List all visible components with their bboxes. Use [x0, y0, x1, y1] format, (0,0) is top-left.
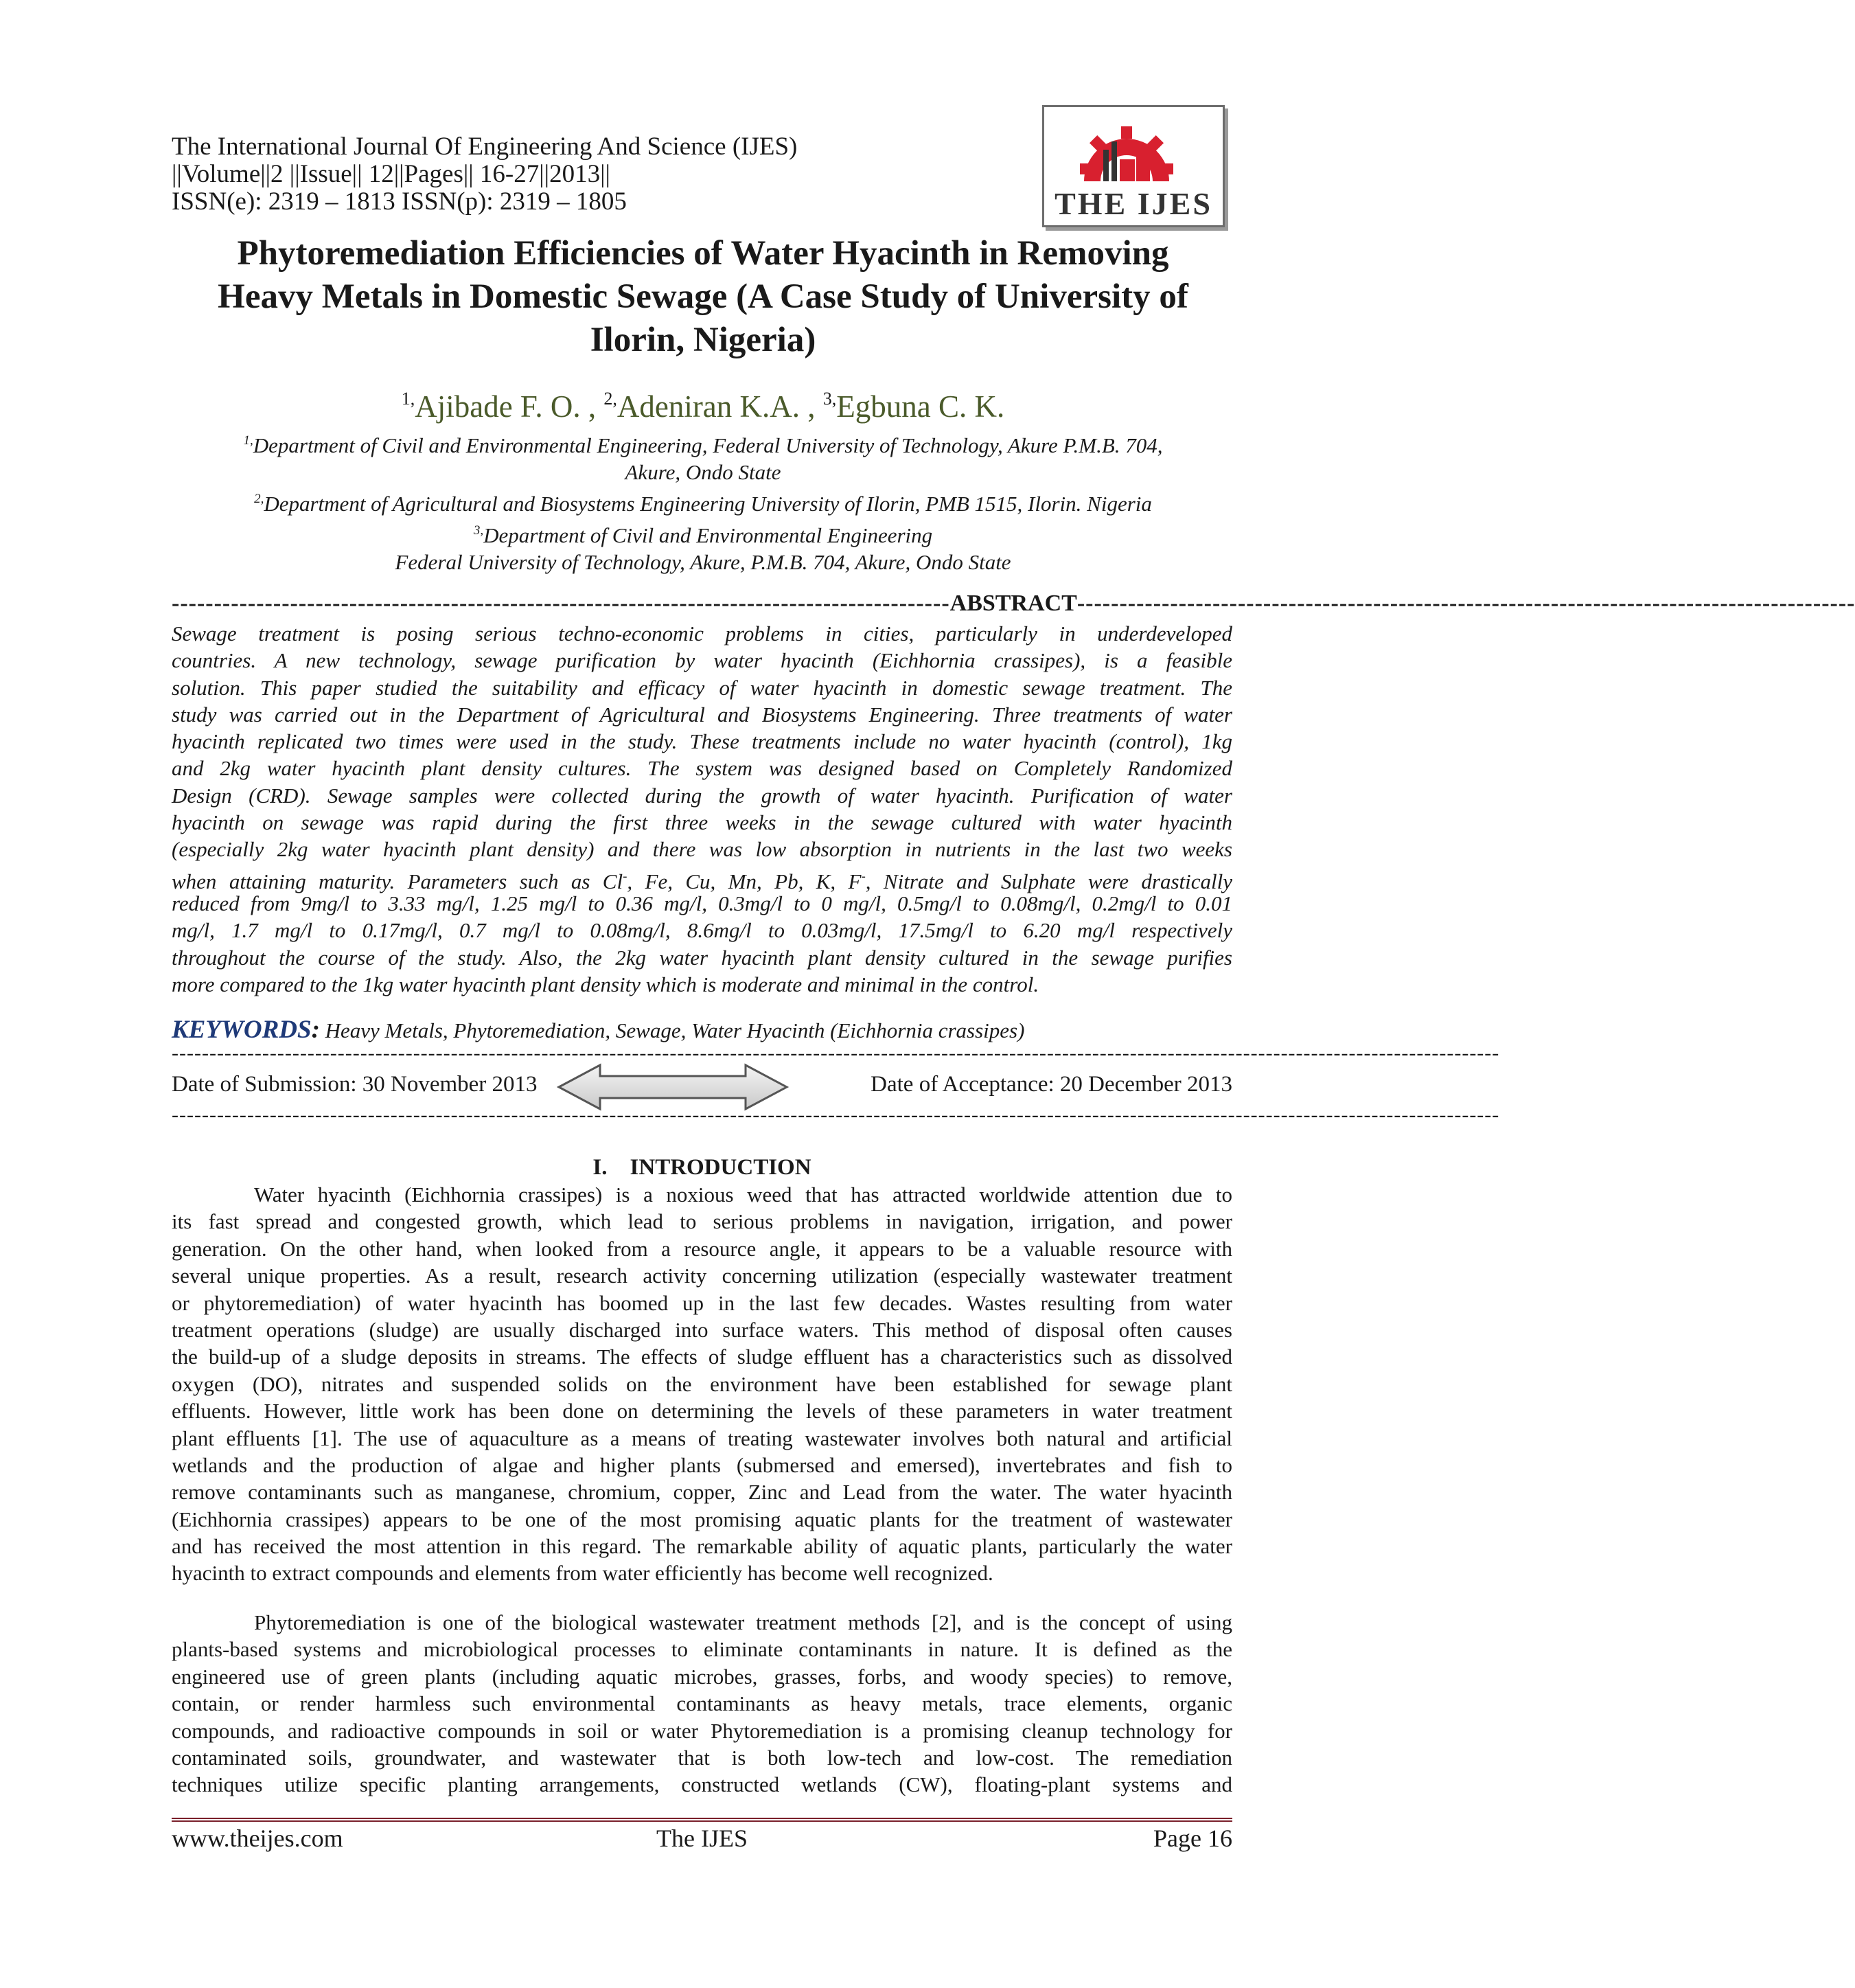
abstract-line: throughout the course of the study. Also, the 2kg water hyacinth plant density cultured in the sewage purifies	[172, 945, 1232, 970]
paragraph-line: plant effluents [1]. The use of aquaculture as a means of treating wastewater involves both natural and artificial	[172, 1426, 1232, 1450]
abstract-line: study was carried out in the Department of Agricultural and Biosystems Engineering. Three treatments of water	[172, 702, 1232, 727]
date-of-acceptance: Date of Acceptance: 20 December 2013	[871, 1072, 1232, 1097]
paragraph-line: plants-based systems and microbiological processes to eliminate contaminants in nature. It is defined as the	[172, 1637, 1232, 1662]
abstract-body	[172, 620, 1232, 998]
affiliation-1-mark: 1,	[243, 433, 253, 448]
affiliation-2-line-1: Department of Agricultural and Biosystems Engineering University of Ilorin, PMB 1515, Ilorin. Nigeria	[264, 492, 1152, 516]
footer-page-number: Page 16	[1153, 1825, 1232, 1852]
abstract-line: hyacinth replicated two times were used in the study. These treatments include no water hyacinth (control), 1kg	[172, 729, 1232, 754]
title-line-2: Heavy Metals in Domestic Sewage (A Case Study of University of	[218, 277, 1188, 316]
abstract-line: more compared to the 1kg water hyacinth plant density which is moderate and minimal in the control.	[172, 972, 1039, 996]
section-number: I.	[592, 1155, 608, 1180]
title-line-3: Ilorin, Nigeria)	[590, 321, 816, 359]
abstract-line: mg/l, 1.7 mg/l to 0.17mg/l, 0.7 mg/l to 0.08mg/l, 8.6mg/l to 0.03mg/l, 17.5mg/l to 6.20 mg/l respectively	[172, 918, 1232, 943]
affiliation-2	[158, 485, 1248, 517]
paper-title	[158, 232, 1248, 362]
affiliations	[158, 427, 1248, 575]
paragraph-line: (Eichhornia crassipes) appears to be one of the most promising aquatic plants for the treatment of wastewater	[172, 1507, 1232, 1531]
paragraph-line: generation. On the other hand, when looked from a resource angle, it appears to be a valuable resource with	[172, 1236, 1232, 1261]
paragraph-line: compounds, and radioactive compounds in soil or water Phytoremediation is a promising cleanup technology for	[172, 1718, 1232, 1743]
footer-journal-name: The IJES	[656, 1825, 748, 1852]
paragraph-line: techniques utilize specific planting arrangements, constructed wetlands (CW), floating-plant systems and	[172, 1772, 1232, 1797]
abstract-line	[172, 863, 1232, 893]
keywords	[172, 1015, 1232, 1044]
author-3: Egbuna C. K.	[836, 389, 1005, 424]
author-2-mark: 2,	[603, 389, 617, 409]
keywords-text: Heavy Metals, Phytoremediation, Sewage, Water Hyacinth (Eichhornia crassipes)	[319, 1018, 1025, 1042]
paragraph-line: contaminated soils, groundwater, and wastewater that is both low-tech and low-cost. The remediation	[172, 1745, 1232, 1770]
abstract-line: (especially 2kg water hyacinth plant density) and there was low absorption in nutrients in the last two weeks	[172, 837, 1232, 862]
paragraph-line: several unique properties. As a result, research activity concerning utilization (especially wastewater treatment	[172, 1264, 1232, 1288]
title-line-1: Phytoremediation Efficiencies of Water Hyacinth in Removing	[237, 234, 1169, 273]
affiliation-1	[158, 427, 1248, 459]
superscript: -	[623, 869, 627, 884]
paragraph-line: engineered use of green plants (including aquatic microbes, grasses, forbs, and woody species) to remove,	[172, 1664, 1232, 1689]
abstract-heading: ABSTRACT	[949, 591, 1077, 616]
journal-header	[172, 133, 995, 216]
paragraph-line: Phytoremediation is one of the biological wastewater treatment methods [2], and is the concept of using	[254, 1610, 1232, 1634]
divider: --------------------------------------------------------------------------------------------------------------------------------------------------------------------------------	[172, 1104, 1500, 1126]
author-1-mark: 1,	[401, 389, 415, 409]
abstract-text: , Fe, Cu, Mn, Pb, K, F	[627, 869, 862, 893]
affiliation-3-mark: 3,	[473, 523, 484, 538]
affiliation-2-mark: 2,	[254, 492, 264, 506]
paragraph-line: and has received the most attention in this regard. The remarkable ability of aquatic plants, particularly the water	[172, 1534, 1232, 1559]
paragraph-line: oxygen (DO), nitrates and suspended solids on the environment have been established for sewage plant	[172, 1371, 1232, 1396]
abstract-line: hyacinth on sewage was rapid during the first three weeks in the sewage cultured with water hyacinth	[172, 810, 1232, 835]
section-heading-introduction	[172, 1155, 1232, 1180]
paragraph-line: treatment operations (sludge) are usually discharged into surface waters. This method of disposal often causes	[172, 1317, 1232, 1342]
page-footer	[172, 1824, 1232, 1855]
ijes-logo	[1042, 105, 1225, 227]
paragraph-line: or phytoremediation) of water hyacinth has boomed up in the last few decades. Wastes resulting from water	[172, 1290, 1232, 1315]
author-1: Ajibade F. O. ,	[415, 389, 597, 424]
divider: --------------------------------------------------------------------------------------------	[172, 591, 950, 616]
abstract-heading-rule	[172, 591, 1855, 617]
author-list	[158, 389, 1248, 424]
abstract-line: solution. This paper studied the suitability and efficacy of water hyacinth in domestic sewage treatment. The	[172, 675, 1232, 700]
journal-name: The International Journal Of Engineering And Science (IJES)	[172, 133, 798, 161]
paragraph-line: its fast spread and congested growth, which lead to serious problems in navigation, irrigation, and power	[172, 1209, 1232, 1234]
paragraph-line: Water hyacinth (Eichhornia crassipes) is a noxious weed that has attracted worldwide attention due to	[254, 1182, 1232, 1207]
date-of-submission: Date of Submission: 30 November 2013	[172, 1072, 538, 1097]
divider: --------------------------------------------------------------------------------------------------------------------------------------------------------------------------------	[172, 1042, 1500, 1064]
ijes-logo-graphic	[1044, 107, 1223, 225]
author-3-mark: 3,	[822, 389, 837, 409]
abstract-line: Sewage treatment is posing serious techno-economic problems in cities, particularly in underdeveloped	[172, 621, 1232, 645]
affiliation-3	[158, 517, 1248, 549]
paragraph-line: wetlands and the production of algae and higher plants (submersed and emersed), invertebrates and fish to	[172, 1452, 1232, 1477]
keywords-colon: :	[311, 1016, 320, 1044]
affiliation-3-line-2: Federal University of Technology, Akure, P.M.B. 704, Akure, Ondo State	[395, 550, 1011, 574]
paragraph-line: effluents. However, little work has been done on determining the levels of these parameters in water treatment	[172, 1399, 1232, 1424]
paragraph-line: contain, or render harmless such environmental contaminants as heavy metals, trace elements, organic	[172, 1691, 1232, 1716]
superscript: -	[861, 869, 866, 884]
abstract-line: and 2kg water hyacinth plant density cultures. The system was designed based on Completely Randomized	[172, 756, 1232, 781]
footer-website-link[interactable]: www.theijes.com	[172, 1825, 343, 1852]
journal-issn: ISSN(e): 2319 – 1813 ISSN(p): 2319 – 1805	[172, 187, 627, 216]
affiliation-1-line-2: Akure, Ondo State	[625, 460, 781, 484]
abstract-line: Design (CRD). Sewage samples were collected during the growth of water hyacinth. Purification of water	[172, 783, 1232, 808]
footer-rule	[172, 1818, 1232, 1822]
paragraph-line: remove contaminants such as manganese, chromium, copper, Zinc and Lead from the water. The water hyacinth	[172, 1480, 1232, 1505]
keywords-label: KEYWORDS	[172, 1016, 312, 1044]
introduction-paragraph-2	[172, 1609, 1232, 1798]
paragraph-line: the build-up of a sludge deposits in streams. The effects of sludge effluent has a characteristics such as dissolved	[172, 1345, 1232, 1369]
abstract-line: countries. A new technology, sewage purification by water hyacinth (Eichhornia crassipes), is a feasible	[172, 648, 1232, 673]
journal-volume-issue: ||Volume||2 ||Issue|| 12||Pages|| 16-27||2013||	[172, 160, 610, 188]
logo-text: THE IJES	[1055, 186, 1212, 221]
divider: --------------------------------------------------------------------------------------------	[1076, 591, 1855, 616]
section-title: INTRODUCTION	[630, 1155, 811, 1180]
affiliation-3-line-1: Department of Civil and Environmental Engineering	[483, 523, 933, 547]
abstract-text: , Nitrate and Sulphate were drastically	[865, 869, 1232, 893]
abstract-text: when attaining maturity. Parameters such as Cl	[172, 869, 623, 893]
introduction-paragraph-1	[172, 1181, 1232, 1587]
abstract-line: reduced from 9mg/l to 3.33 mg/l, 1.25 mg/l to 0.36 mg/l, 0.3mg/l to 0 mg/l, 0.5mg/l to 0.08mg/l, 0.2mg/l to 0.01	[172, 891, 1232, 915]
paragraph-line: hyacinth to extract compounds and elements from water efficiently has become well recognized.	[172, 1561, 993, 1586]
affiliation-1-line-1: Department of Civil and Environmental Engineering, Federal University of Technology, Akure P.M.B. 704,	[253, 433, 1163, 457]
author-2: Adeniran K.A. ,	[617, 389, 816, 424]
